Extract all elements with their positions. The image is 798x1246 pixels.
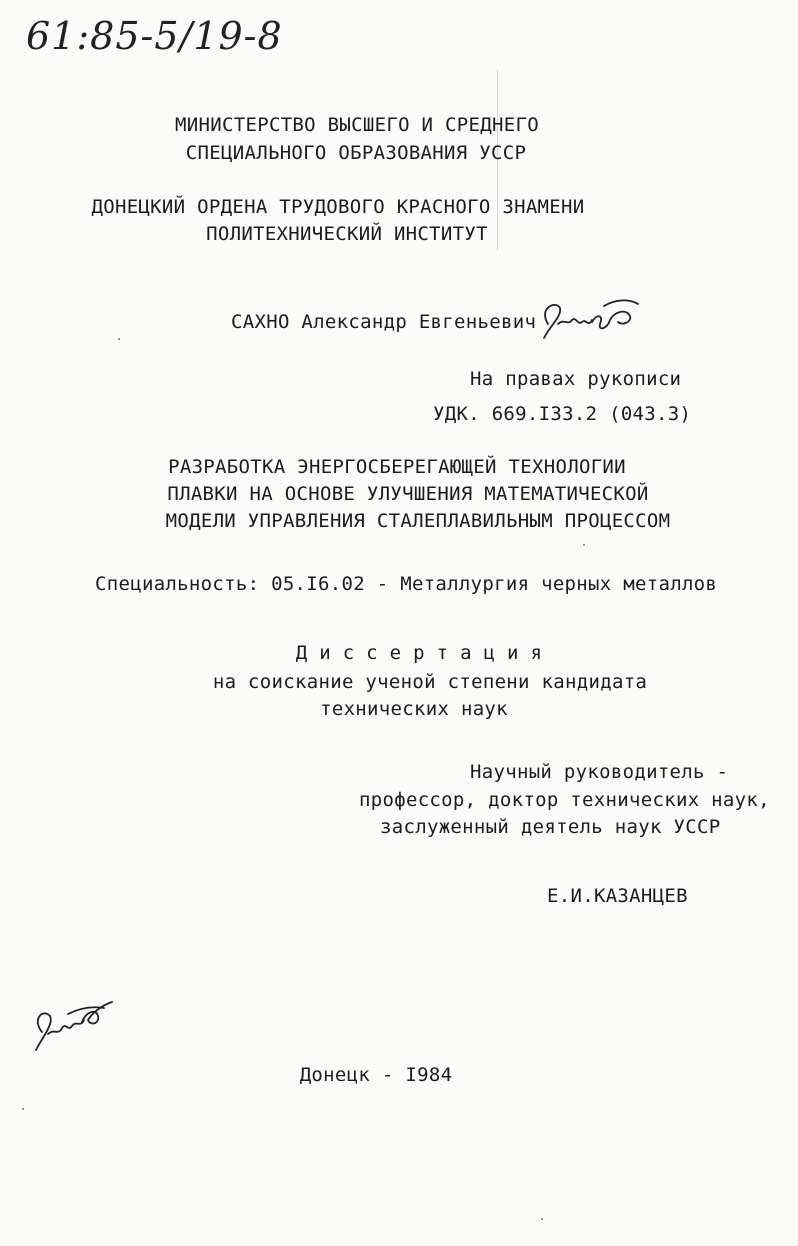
doc-type-field: технических наук <box>320 698 508 720</box>
title-line-2: ПЛАВКИ НА ОСНОВЕ УЛУЧШЕНИЯ МАТЕМАТИЧЕСКОЙ <box>167 483 649 505</box>
scan-speck <box>583 544 585 546</box>
supervisor-name: Е.И.КАЗАНЦЕВ <box>547 885 688 907</box>
ministry-line-1: МИНИСТЕРСТВО ВЫСШЕГО И СРЕДНЕГО <box>175 114 539 136</box>
udk-code: УДК. 669.I33.2 (043.3) <box>433 403 692 425</box>
supervisor-line-1: Научный руководитель - <box>470 761 729 783</box>
scan-speck <box>118 338 120 340</box>
author-name: САХНО Александр Евгеньевич <box>231 311 537 333</box>
manuscript-note: На правах рукописи <box>470 368 682 390</box>
supervisor-line-3: заслуженный деятель наук УССР <box>380 816 721 838</box>
supervisor-line-2: профессор, доктор технических наук, <box>359 789 770 811</box>
archive-mark: 61:85-5/19-8 <box>26 14 283 58</box>
ministry-line-2: СПЕЦИАЛЬНОГО ОБРАЗОВАНИЯ УССР <box>185 142 527 164</box>
title-line-3: МОДЕЛИ УПРАВЛЕНИЯ СТАЛЕПЛАВИЛЬНЫМ ПРОЦЕССОМ <box>165 510 671 532</box>
doc-type-degree: на соискание ученой степени кандидата <box>212 671 648 693</box>
scan-speck <box>22 1108 24 1110</box>
institute-line-1: ДОНЕЦКИЙ ОРДЕНА ТРУДОВОГО КРАСНОГО ЗНАМЕНИ <box>91 196 585 218</box>
specialty: Специальность: 05.I6.02 - Металлургия черных металлов <box>95 573 718 595</box>
place-and-year: Донецк - I984 <box>299 1064 453 1086</box>
approval-signature <box>28 998 118 1058</box>
scan-speck <box>541 1218 543 1220</box>
doc-type-heading: Д и с с е р т а ц и я <box>295 642 543 664</box>
author-signature <box>534 294 644 344</box>
institute-line-2: ПОЛИТЕХНИЧЕСКИЙ ИНСТИТУТ <box>206 223 488 245</box>
title-line-1: РАЗРАБОТКА ЭНЕРГОСБЕРЕГАЮЩЕЙ ТЕХНОЛОГИИ <box>168 456 626 478</box>
